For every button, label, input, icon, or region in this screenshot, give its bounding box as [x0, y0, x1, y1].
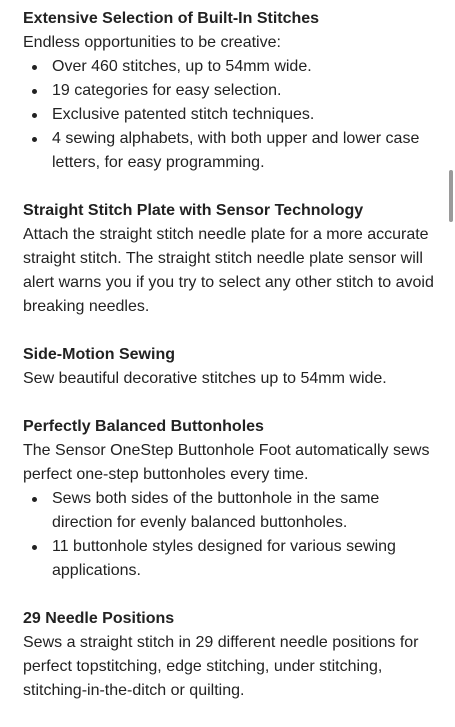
list-item-text: 11 buttonhole styles designed for various sewing applications.	[52, 538, 396, 579]
section-title: Perfectly Balanced Buttonholes	[23, 418, 264, 435]
section-body: Sew beautiful decorative stitches up to 54mm wide.	[23, 370, 387, 387]
bullet-icon	[32, 497, 37, 502]
bullet-icon	[32, 545, 37, 550]
bullet-icon	[32, 65, 37, 70]
bullet-icon	[32, 113, 37, 118]
list-item-text: 19 categories for easy selection.	[52, 82, 282, 99]
section-title: Extensive Selection of Built-In Stitches	[23, 10, 320, 27]
list-item	[23, 127, 441, 175]
scrollbar-thumb[interactable]	[449, 170, 453, 222]
feature-section-side-motion-sewing	[23, 343, 441, 391]
section-body: Attach the straight stitch needle plate for a more accurate straight stitch. The straight stitch needle plate sensor will alert warns you if you try to select any other stitch to avoid breaking needles.	[23, 226, 434, 315]
feature-section-needle-positions	[23, 607, 441, 703]
section-body: The Sensor OneStep Buttonhole Foot automatically sews perfect one-step buttonholes every time.	[23, 442, 430, 483]
list-item-text: Over 460 stitches, up to 54mm wide.	[52, 58, 312, 75]
list-item	[23, 79, 441, 103]
list-item-text: Sews both sides of the buttonhole in the same direction for evenly balanced buttonholes.	[52, 490, 380, 531]
product-features-content	[23, 7, 441, 727]
section-title: 29 Needle Positions	[23, 610, 175, 627]
feature-section-built-in-stitches	[23, 7, 441, 175]
list-item	[23, 103, 441, 127]
list-item-text: Exclusive patented stitch techniques.	[52, 106, 315, 123]
bullet-icon	[32, 89, 37, 94]
bullet-icon	[32, 137, 37, 142]
list-item	[23, 487, 441, 535]
feature-section-straight-stitch-plate	[23, 199, 441, 319]
list-item	[23, 55, 441, 79]
section-body: Sews a straight stitch in 29 different needle positions for perfect topstitching, edge stitching, under stitching, stitching-in-the-ditch or quilting.	[23, 634, 419, 699]
feature-section-buttonholes	[23, 415, 441, 583]
bullet-list	[23, 55, 441, 175]
list-item-text: 4 sewing alphabets, with both upper and lower case letters, for easy programming.	[52, 130, 420, 171]
bullet-list	[23, 487, 441, 583]
section-title: Straight Stitch Plate with Sensor Technology	[23, 202, 364, 219]
section-body: Endless opportunities to be creative:	[23, 34, 281, 51]
section-title: Side-Motion Sewing	[23, 346, 175, 363]
list-item	[23, 535, 441, 583]
